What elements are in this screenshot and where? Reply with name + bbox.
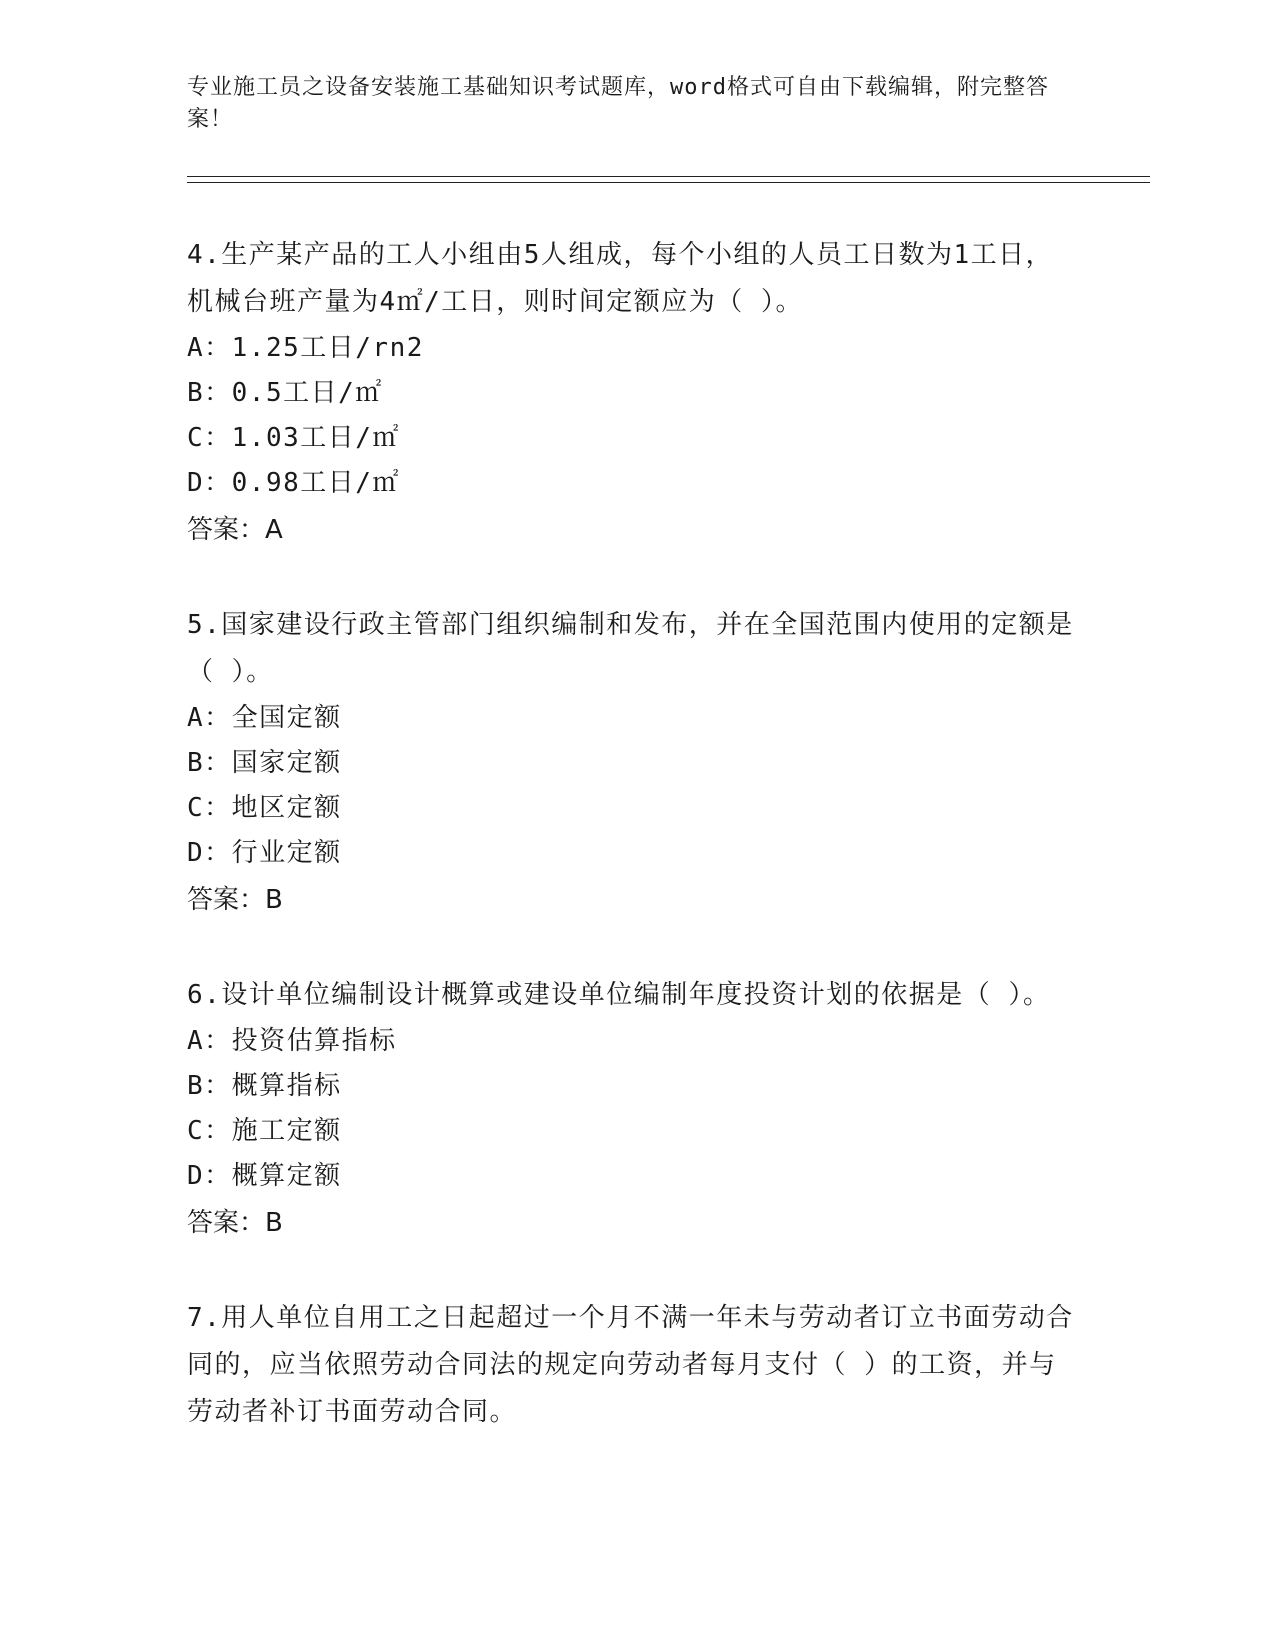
option-c: C：1.03工日/㎡ <box>187 423 400 453</box>
option-b: B：概算指标 <box>187 1071 342 1101</box>
option-d: D：0.98工日/㎡ <box>187 468 400 498</box>
question-stem: 7.用人单位自用工之日起超过一个月不满一年未与劳动者订立书面劳动合同的，应当依照劳动合同法的规定向劳动者每月支付（ ）的工资，并与劳动者补订书面劳动合同。 <box>187 1303 1074 1427</box>
option-b: B：国家定额 <box>187 748 342 778</box>
option-c: C：施工定额 <box>187 1116 342 1146</box>
option-a: A：1.25工日/rn2 <box>187 333 424 363</box>
answer: 答案：A <box>187 515 283 545</box>
option-d: D：概算定额 <box>187 1161 342 1191</box>
option-a: A：投资估算指标 <box>187 1026 397 1056</box>
question-6 <box>187 972 1077 1247</box>
answer: 答案：B <box>187 885 283 915</box>
question-stem: 4.生产某产品的工人小组由5人组成，每个小组的人员工日数为1工日，机械台班产量为4㎡/工日，则时间定额应为（ ）。 <box>187 240 1054 317</box>
answer: 答案：B <box>187 1208 283 1238</box>
option-d: D：行业定额 <box>187 838 342 868</box>
option-b: B：0.5工日/㎡ <box>187 378 383 408</box>
document-header: 专业施工员之设备安装施工基础知识考试题库，word格式可自由下载编辑，附完整答案！ <box>187 75 1049 132</box>
question-5 <box>187 602 1077 924</box>
question-list <box>187 232 1077 1484</box>
option-a: A：全国定额 <box>187 703 342 733</box>
question-stem: 6.设计单位编制设计概算或建设单位编制年度投资计划的依据是（ ）。 <box>187 980 1051 1010</box>
header-divider <box>187 176 1150 183</box>
question-7 <box>187 1295 1077 1436</box>
question-stem: 5.国家建设行政主管部门组织编制和发布，并在全国范围内使用的定额是（ ）。 <box>187 610 1074 687</box>
question-4 <box>187 232 1077 554</box>
option-c: C：地区定额 <box>187 793 342 823</box>
